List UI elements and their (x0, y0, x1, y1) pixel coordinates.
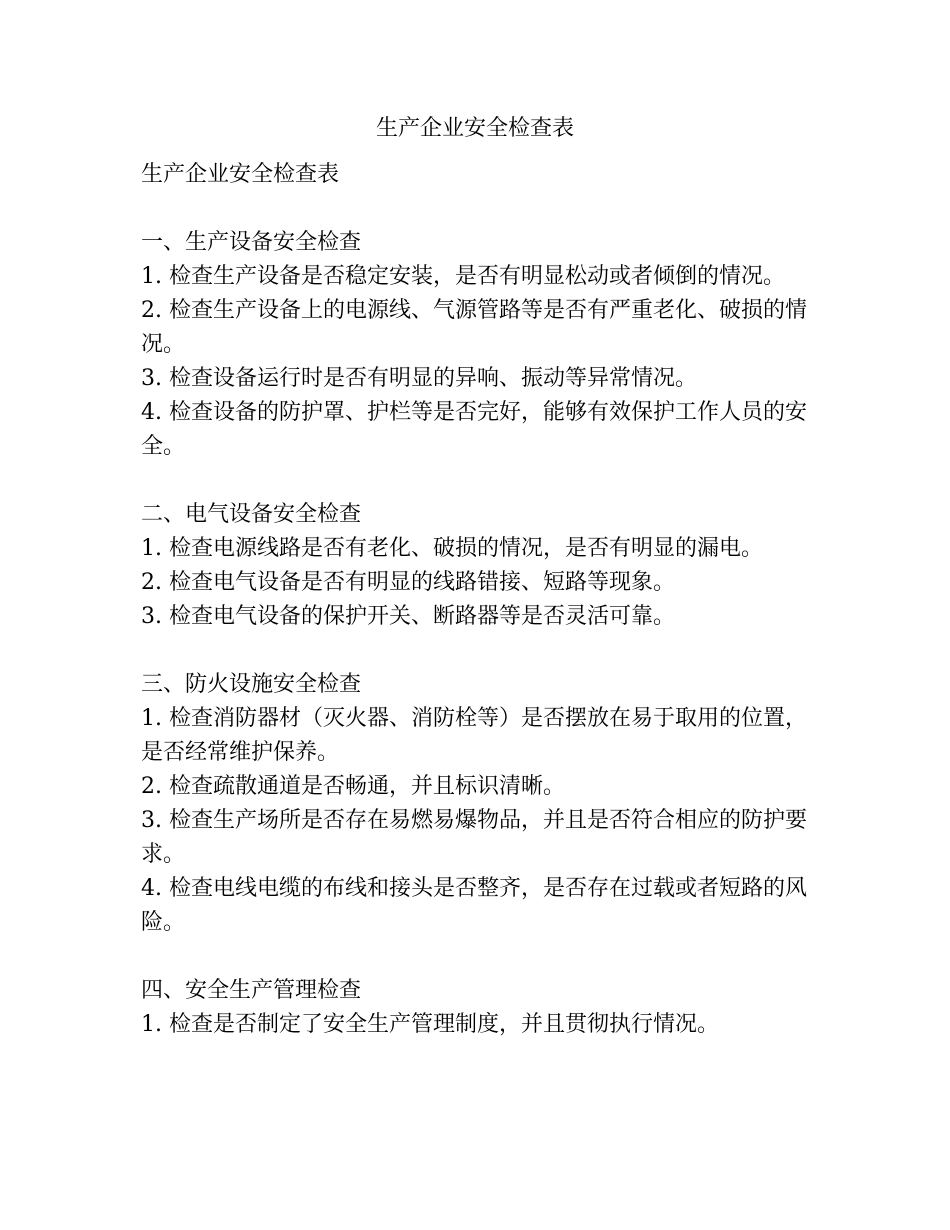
section-electrical (141, 498, 816, 634)
checklist-item: 2. 检查生产设备上的电源线、气源管路等是否有严重老化、破损的情况。 (141, 298, 807, 357)
document-body (141, 158, 816, 1042)
checklist-item: 4. 检查设备的防护罩、护栏等是否完好，能够有效保护工作人员的安全。 (141, 400, 807, 459)
page-title: 生产企业安全检查表 (375, 116, 574, 141)
section-heading: 二、电气设备安全检查 (141, 502, 362, 527)
checklist-item: 2. 检查疏散通道是否畅通，并且标识清晰。 (141, 774, 565, 799)
checklist-item: 4. 检查电线电缆的布线和接头是否整齐，是否存在过载或者短路的风险。 (141, 876, 807, 935)
section-management (141, 974, 816, 1042)
checklist-item: 1. 检查生产设备是否稳定安装，是否有明显松动或者倾倒的情况。 (141, 264, 785, 289)
section-heading: 四、安全生产管理检查 (141, 978, 362, 1003)
checklist-item: 2. 检查电气设备是否有明显的线路错接、短路等现象。 (141, 570, 675, 595)
section-fire-safety (141, 668, 816, 940)
checklist-item: 3. 检查设备运行时是否有明显的异响、振动等异常情况。 (141, 366, 697, 391)
checklist-item: 3. 检查生产场所是否存在易燃易爆物品，并且是否符合相应的防护要求。 (141, 808, 807, 867)
checklist-item: 1. 检查电源线路是否有老化、破损的情况，是否有明显的漏电。 (141, 536, 763, 561)
checklist-item: 1. 检查消防器材（灭火器、消防栓等）是否摆放在易于取用的位置，是否经常维护保养。 (141, 706, 807, 765)
document-subtitle: 生产企业安全检查表 (141, 162, 340, 187)
section-equipment (141, 226, 816, 464)
section-heading: 一、生产设备安全检查 (141, 230, 362, 255)
section-heading: 三、防火设施安全检查 (141, 672, 362, 697)
checklist-item: 1. 检查是否制定了安全生产管理制度，并且贯彻执行情况。 (141, 1012, 719, 1037)
checklist-item: 3. 检查电气设备的保护开关、断路器等是否灵活可靠。 (141, 604, 675, 629)
